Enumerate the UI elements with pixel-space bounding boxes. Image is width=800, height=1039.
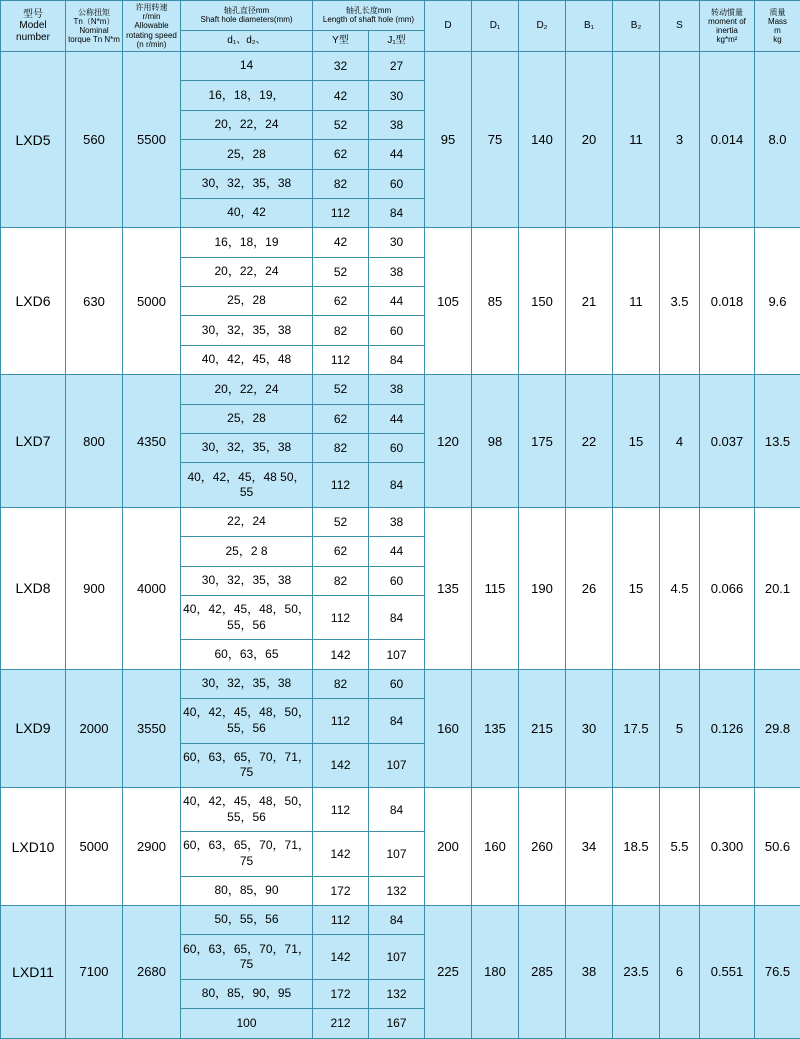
cell-length-j1: 38 [369,507,425,536]
header-model-cn: 型号 [2,9,64,21]
cell-length-j1: 107 [369,935,425,979]
cell-length-y: 52 [313,507,369,536]
header-torque-en: Nominal torque Tn N*m [67,26,121,44]
header-torque-cn: 公称扭矩 [67,8,121,17]
cell-length-j1: 30 [369,228,425,257]
cell-length-j1: 27 [369,51,425,80]
cell-nominal-torque: 630 [66,228,123,375]
cell-mass: 20.1 [755,507,800,669]
header-length-j: J₁型 [369,30,425,51]
cell-moment-of-inertia: 0.018 [700,228,755,375]
header-model-en: Model number [2,20,64,43]
cell-shaft-hole-diameters: 60，63，65 [181,640,313,669]
cell-B1: 20 [566,51,613,227]
cell-shaft-hole-diameters: 80，85，90，95 [181,979,313,1008]
cell-length-y: 52 [313,110,369,139]
cell-shaft-hole-diameters: 60，63，65，70，71，75 [181,743,313,787]
cell-length-y: 112 [313,595,369,639]
cell-length-y: 112 [313,906,369,935]
cell-length-y: 172 [313,979,369,1008]
cell-shaft-hole-diameters: 16，18，19 [181,228,313,257]
table-row [1,51,800,80]
cell-D: 105 [425,228,472,375]
cell-nominal-torque: 5000 [66,787,123,905]
cell-nominal-torque: 900 [66,507,123,669]
header-B2: B₂ [613,1,660,52]
cell-shaft-hole-diameters: 30，32，35，38 [181,434,313,463]
cell-length-j1: 60 [369,669,425,698]
cell-model: LXD9 [1,669,66,787]
cell-D2: 150 [519,228,566,375]
cell-length-y: 112 [313,699,369,743]
cell-S: 6 [660,906,700,1039]
cell-length-y: 82 [313,566,369,595]
cell-moment-of-inertia: 0.066 [700,507,755,669]
cell-length-j1: 44 [369,140,425,169]
header-D2: D₂ [519,1,566,52]
header-torque [66,1,123,52]
table-row [1,507,800,536]
cell-length-y: 62 [313,140,369,169]
cell-length-j1: 44 [369,404,425,433]
cell-length-y: 62 [313,404,369,433]
cell-B1: 34 [566,787,613,905]
cell-D1: 98 [472,375,519,508]
cell-allowable-speed: 4350 [123,375,181,508]
header-length-en: Length of shaft hole (mm) [314,15,423,24]
header-D1: D₁ [472,1,519,52]
header-speed [123,1,181,52]
cell-B1: 30 [566,669,613,787]
cell-moment-of-inertia: 0.037 [700,375,755,508]
cell-B2: 15 [613,375,660,508]
header-S: S [660,1,700,52]
cell-shaft-hole-diameters: 25，28 [181,287,313,316]
cell-B1: 22 [566,375,613,508]
cell-shaft-hole-diameters: 14 [181,51,313,80]
cell-length-j1: 84 [369,345,425,374]
cell-length-y: 82 [313,669,369,698]
cell-shaft-hole-diameters: 30，32，35，38 [181,669,313,698]
cell-D: 160 [425,669,472,787]
cell-B2: 11 [613,51,660,227]
cell-length-y: 52 [313,375,369,404]
cell-length-y: 142 [313,832,369,876]
cell-shaft-hole-diameters: 20，22，24 [181,257,313,286]
table-row [1,375,800,404]
cell-length-j1: 44 [369,537,425,566]
cell-mass: 13.5 [755,375,800,508]
cell-B2: 18.5 [613,787,660,905]
cell-D1: 75 [472,51,519,227]
cell-S: 3.5 [660,228,700,375]
header-B1: B₁ [566,1,613,52]
cell-S: 5.5 [660,787,700,905]
cell-shaft-hole-diameters: 40，42 [181,198,313,227]
cell-length-j1: 38 [369,257,425,286]
table-row [1,787,800,831]
table-header-row-1 [1,1,800,31]
cell-length-y: 142 [313,640,369,669]
cell-S: 4 [660,375,700,508]
cell-length-y: 62 [313,537,369,566]
cell-shaft-hole-diameters: 60，63，65，70，71，75 [181,832,313,876]
cell-length-y: 82 [313,169,369,198]
cell-shaft-hole-diameters: 80，85，90 [181,876,313,905]
cell-D1: 85 [472,228,519,375]
cell-length-j1: 60 [369,169,425,198]
cell-length-y: 42 [313,228,369,257]
cell-S: 4.5 [660,507,700,669]
cell-length-y: 212 [313,1009,369,1038]
cell-D2: 215 [519,669,566,787]
cell-D2: 190 [519,507,566,669]
cell-B2: 15 [613,507,660,669]
cell-length-j1: 107 [369,832,425,876]
cell-shaft-hole-diameters: 40，42，45，48，50，55，56 [181,787,313,831]
cell-B2: 17.5 [613,669,660,787]
cell-length-y: 32 [313,51,369,80]
cell-moment-of-inertia: 0.300 [700,787,755,905]
cell-model: LXD11 [1,906,66,1039]
cell-D2: 140 [519,51,566,227]
header-inertia-unit: kg*m² [701,35,753,44]
cell-model: LXD10 [1,787,66,905]
cell-length-j1: 60 [369,566,425,595]
cell-D: 225 [425,906,472,1039]
table-row [1,669,800,698]
table-row [1,228,800,257]
cell-allowable-speed: 4000 [123,507,181,669]
cell-B2: 11 [613,228,660,375]
cell-length-j1: 132 [369,979,425,1008]
cell-allowable-speed: 2680 [123,906,181,1039]
cell-D1: 135 [472,669,519,787]
cell-length-j1: 38 [369,375,425,404]
header-mass-cn: 质量 [756,8,799,17]
header-bore-cn: 轴孔直径mm [182,6,311,15]
header-model [1,1,66,52]
cell-D: 120 [425,375,472,508]
cell-length-j1: 107 [369,640,425,669]
cell-nominal-torque: 560 [66,51,123,227]
cell-length-j1: 132 [369,876,425,905]
header-mass-unit: kg [756,35,799,44]
cell-D: 95 [425,51,472,227]
cell-length-j1: 84 [369,595,425,639]
cell-shaft-hole-diameters: 40，42，45，48 [181,345,313,374]
header-speed-en2: (n r/min) [124,40,179,49]
cell-shaft-hole-diameters: 16，18，19， [181,81,313,110]
cell-length-y: 142 [313,743,369,787]
cell-length-y: 82 [313,434,369,463]
cell-mass: 9.6 [755,228,800,375]
header-mass [755,1,800,52]
cell-shaft-hole-diameters: 25，28 [181,404,313,433]
header-torque-sym: Tn（N*m） [67,17,121,26]
cell-shaft-hole-diameters: 20，22，24 [181,110,313,139]
cell-shaft-hole-diameters: 22，24 [181,507,313,536]
cell-shaft-hole-diameters: 30，32，35，38 [181,316,313,345]
cell-mass: 8.0 [755,51,800,227]
cell-D2: 175 [519,375,566,508]
cell-length-y: 112 [313,787,369,831]
header-bore-en: Shaft hole diameters(mm) [182,15,311,24]
cell-model: LXD5 [1,51,66,227]
cell-B1: 21 [566,228,613,375]
cell-model: LXD6 [1,228,66,375]
header-length-y: Y型 [313,30,369,51]
cell-length-j1: 84 [369,906,425,935]
cell-allowable-speed: 5500 [123,51,181,227]
cell-moment-of-inertia: 0.014 [700,51,755,227]
header-bore-group [181,1,313,31]
cell-D2: 285 [519,906,566,1039]
cell-allowable-speed: 3550 [123,669,181,787]
cell-shaft-hole-diameters: 100 [181,1009,313,1038]
header-speed-en: Allowable rotating speed [124,21,179,39]
cell-shaft-hole-diameters: 25，2 8 [181,537,313,566]
cell-shaft-hole-diameters: 25，28 [181,140,313,169]
cell-model: LXD8 [1,507,66,669]
cell-length-y: 42 [313,81,369,110]
header-mass-sym: m [756,26,799,35]
cell-D1: 160 [472,787,519,905]
header-D: D [425,1,472,52]
cell-length-j1: 44 [369,287,425,316]
header-speed-cn: 许用转速 [124,3,179,12]
cell-allowable-speed: 2900 [123,787,181,905]
cell-length-j1: 167 [369,1009,425,1038]
cell-shaft-hole-diameters: 60，63，65，70，71，75 [181,935,313,979]
cell-shaft-hole-diameters: 50，55，56 [181,906,313,935]
cell-D2: 260 [519,787,566,905]
cell-D1: 115 [472,507,519,669]
cell-shaft-hole-diameters: 40，42，45，48，50，55，56 [181,595,313,639]
header-length-group [313,1,425,31]
cell-mass: 29.8 [755,669,800,787]
cell-length-j1: 38 [369,110,425,139]
header-length-cn: 轴孔长度mm [314,6,423,15]
cell-shaft-hole-diameters: 30，32，35，38 [181,169,313,198]
cell-mass: 50.6 [755,787,800,905]
cell-length-y: 52 [313,257,369,286]
header-inertia-cn: 转动惯量 [701,8,753,17]
cell-nominal-torque: 2000 [66,669,123,787]
cell-length-y: 82 [313,316,369,345]
cell-length-y: 112 [313,345,369,374]
cell-length-j1: 30 [369,81,425,110]
cell-shaft-hole-diameters: 30，32，35，38 [181,566,313,595]
cell-moment-of-inertia: 0.551 [700,906,755,1039]
cell-nominal-torque: 7100 [66,906,123,1039]
cell-length-j1: 84 [369,463,425,507]
cell-length-j1: 84 [369,699,425,743]
cell-length-j1: 60 [369,434,425,463]
cell-length-y: 112 [313,198,369,227]
cell-D: 135 [425,507,472,669]
cell-allowable-speed: 5000 [123,228,181,375]
header-bore-sub: d₁、d₂、 [181,30,313,51]
cell-shaft-hole-diameters: 20，22，24 [181,375,313,404]
cell-shaft-hole-diameters: 40，42，45，48 50，55 [181,463,313,507]
cell-length-y: 172 [313,876,369,905]
cell-B1: 26 [566,507,613,669]
header-inertia [700,1,755,52]
cell-moment-of-inertia: 0.126 [700,669,755,787]
cell-length-y: 112 [313,463,369,507]
header-speed-unit: r/min [124,12,179,21]
cell-D: 200 [425,787,472,905]
header-mass-en: Mass [756,17,799,26]
cell-B1: 38 [566,906,613,1039]
cell-S: 5 [660,669,700,787]
cell-B2: 23.5 [613,906,660,1039]
cell-length-j1: 60 [369,316,425,345]
cell-length-j1: 84 [369,198,425,227]
cell-length-y: 62 [313,287,369,316]
cell-length-y: 142 [313,935,369,979]
cell-nominal-torque: 800 [66,375,123,508]
cell-D1: 180 [472,906,519,1039]
cell-length-j1: 84 [369,787,425,831]
header-inertia-en: moment of inertia [701,17,753,35]
cell-mass: 76.5 [755,906,800,1039]
cell-shaft-hole-diameters: 40，42，45，48，50，55，56 [181,699,313,743]
table-row [1,906,800,935]
cell-length-j1: 107 [369,743,425,787]
cell-S: 3 [660,51,700,227]
cell-model: LXD7 [1,375,66,508]
